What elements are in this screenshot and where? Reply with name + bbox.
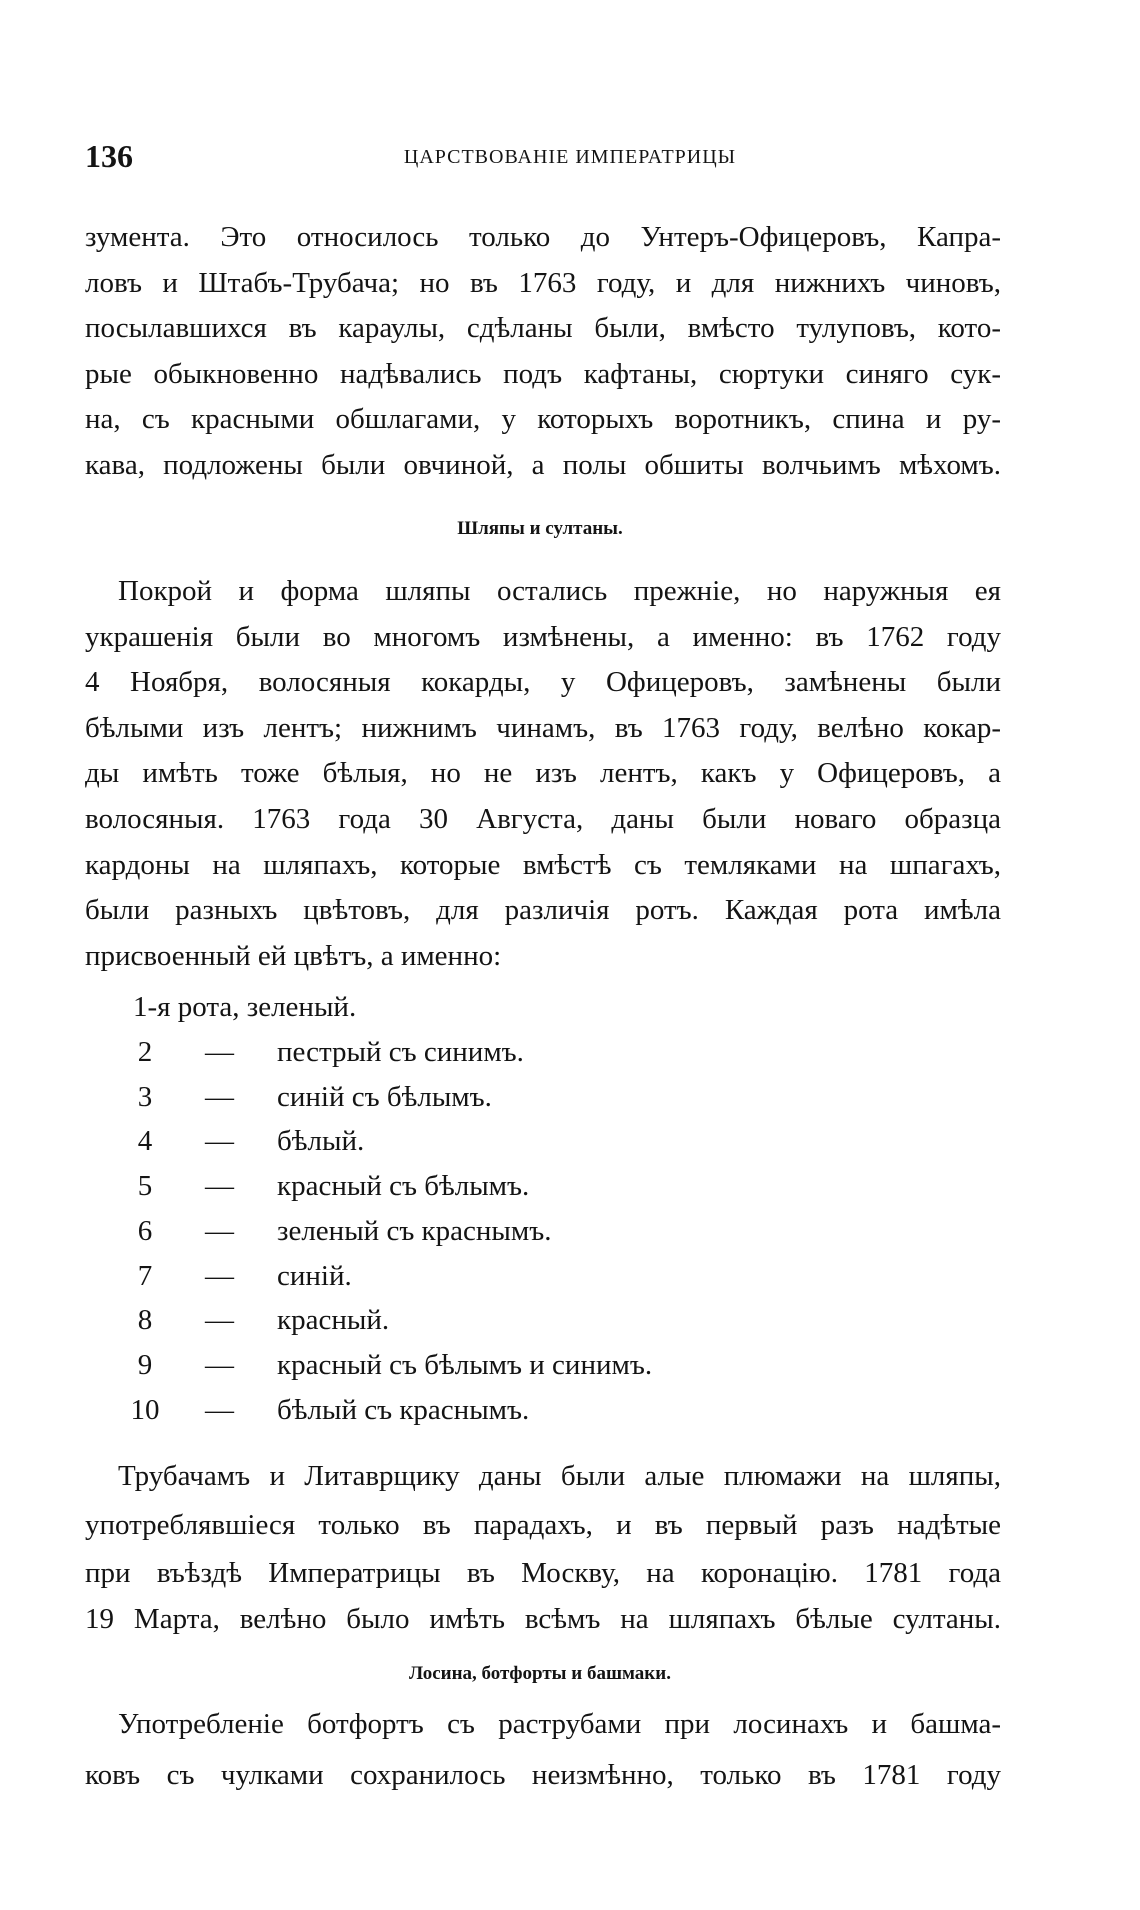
list-item-number: 9: [137, 1348, 153, 1381]
list-item-company-1: 1-я рота, зеленый.: [133, 991, 357, 1023]
text-line: на, съ красными обшлагами, у которыхъ воротникъ, спина и ру-: [85, 403, 1001, 436]
list-item-color: синій съ бѣлымъ.: [277, 1080, 492, 1113]
list-item-dash: —: [205, 1393, 234, 1426]
list-item-number: 8: [137, 1304, 153, 1337]
list-item-color: синій.: [277, 1259, 352, 1292]
list-item-number: 3: [137, 1080, 153, 1113]
list-item-color: бѣлый съ краснымъ.: [277, 1393, 530, 1426]
list-item-number: 2: [137, 1036, 153, 1068]
list-item-color: красный съ бѣлымъ.: [277, 1170, 530, 1203]
text-line: употреблявшіеся только въ парадахъ, и въ первый разъ надѣтые: [85, 1509, 1001, 1541]
text-line: украшенія были во многомъ измѣнены, а именно: въ 1762 году: [85, 620, 1001, 653]
text-line: ды имѣть тоже бѣлыя, но не изъ лентъ, какъ у Офицеровъ, а: [85, 757, 1001, 790]
list-item-dash: —: [205, 1214, 234, 1247]
list-item-dash: —: [205, 1259, 234, 1292]
list-item-dash: —: [205, 1080, 234, 1113]
section-heading-hats: Шляпы и султаны.: [457, 518, 623, 539]
section-heading-boots: Лосина, ботфорты и башмаки.: [409, 1663, 671, 1684]
list-item-number: 6: [137, 1214, 153, 1247]
list-item-dash: —: [205, 1348, 234, 1381]
list-item-number: 10: [130, 1393, 160, 1426]
text-line: кардоны на шляпахъ, которые вмѣстѣ съ темляками на шпагахъ,: [85, 848, 1001, 881]
list-item-color: красный.: [277, 1304, 390, 1337]
list-item-number: 7: [137, 1259, 153, 1292]
text-line: были разныхъ цвѣтовъ, для различія ротъ. Каждая рота имѣла: [85, 894, 1001, 927]
text-line: Трубачамъ и Литаврщику даны были алые плюмажи на шляпы,: [118, 1460, 1001, 1492]
list-item-color: зеленый съ краснымъ.: [277, 1214, 552, 1247]
text-line: при въѣздѣ Императрицы въ Москву, на коронацію. 1781 года: [85, 1557, 1001, 1589]
text-line: 4 Ноября, волосяныя кокарды, у Офицеровъ, замѣнены были: [85, 666, 1001, 699]
text-line: кава, подложены были овчиной, а полы обшиты волчьимъ мѣхомъ.: [85, 449, 1001, 481]
text-line: 19 Марта, велѣно было имѣть всѣмъ на шляпахъ бѣлые султаны.: [85, 1603, 1001, 1635]
list-item-number: 5: [137, 1170, 153, 1203]
list-item-color: бѣлый.: [277, 1125, 365, 1158]
list-item-color: пестрый съ синимъ.: [277, 1036, 524, 1068]
text-line: бѣлыми изъ лентъ; нижнимъ чинамъ, въ 1763 году, велѣно кокар-: [85, 711, 1001, 744]
running-title: ЦАРСТВОВАНІЕ ИМПЕРАТРИЦЫ: [403, 146, 737, 168]
list-item-dash: —: [205, 1304, 234, 1337]
page-number: 136: [85, 138, 133, 174]
list-item-dash: —: [205, 1036, 234, 1068]
text-line: ловъ и Штабъ-Трубача; но въ 1763 году, и для нижнихъ чиновъ,: [85, 266, 1001, 299]
list-item-number: 4: [137, 1125, 153, 1158]
text-line: волосяныя. 1763 года 30 Августа, даны были новаго образца: [85, 803, 1001, 835]
text-line: Употребленіе ботфортъ съ раструбами при лосинахъ и башма-: [118, 1708, 1001, 1740]
list-item-dash: —: [205, 1125, 234, 1158]
list-item-dash: —: [205, 1170, 234, 1203]
text-line: Покрой и форма шляпы остались прежніе, но наружныя ея: [118, 575, 1001, 607]
text-line: рые обыкновенно надѣвались подъ кафтаны, сюртуки синяго сук-: [85, 357, 1001, 390]
text-line: ковъ съ чулками сохранилось неизмѣнно, только въ 1781 году: [85, 1759, 1001, 1791]
text-line: зумента. Это относилось только до Унтеръ-Офицеровъ, Капра-: [85, 221, 1001, 253]
text-line: присвоенный ей цвѣтъ, а именно:: [85, 939, 502, 972]
list-item-color: красный съ бѣлымъ и синимъ.: [277, 1348, 653, 1381]
text-line: посылавшихся въ караулы, сдѣланы были, вмѣсто тулуповъ, кото-: [85, 312, 1001, 345]
